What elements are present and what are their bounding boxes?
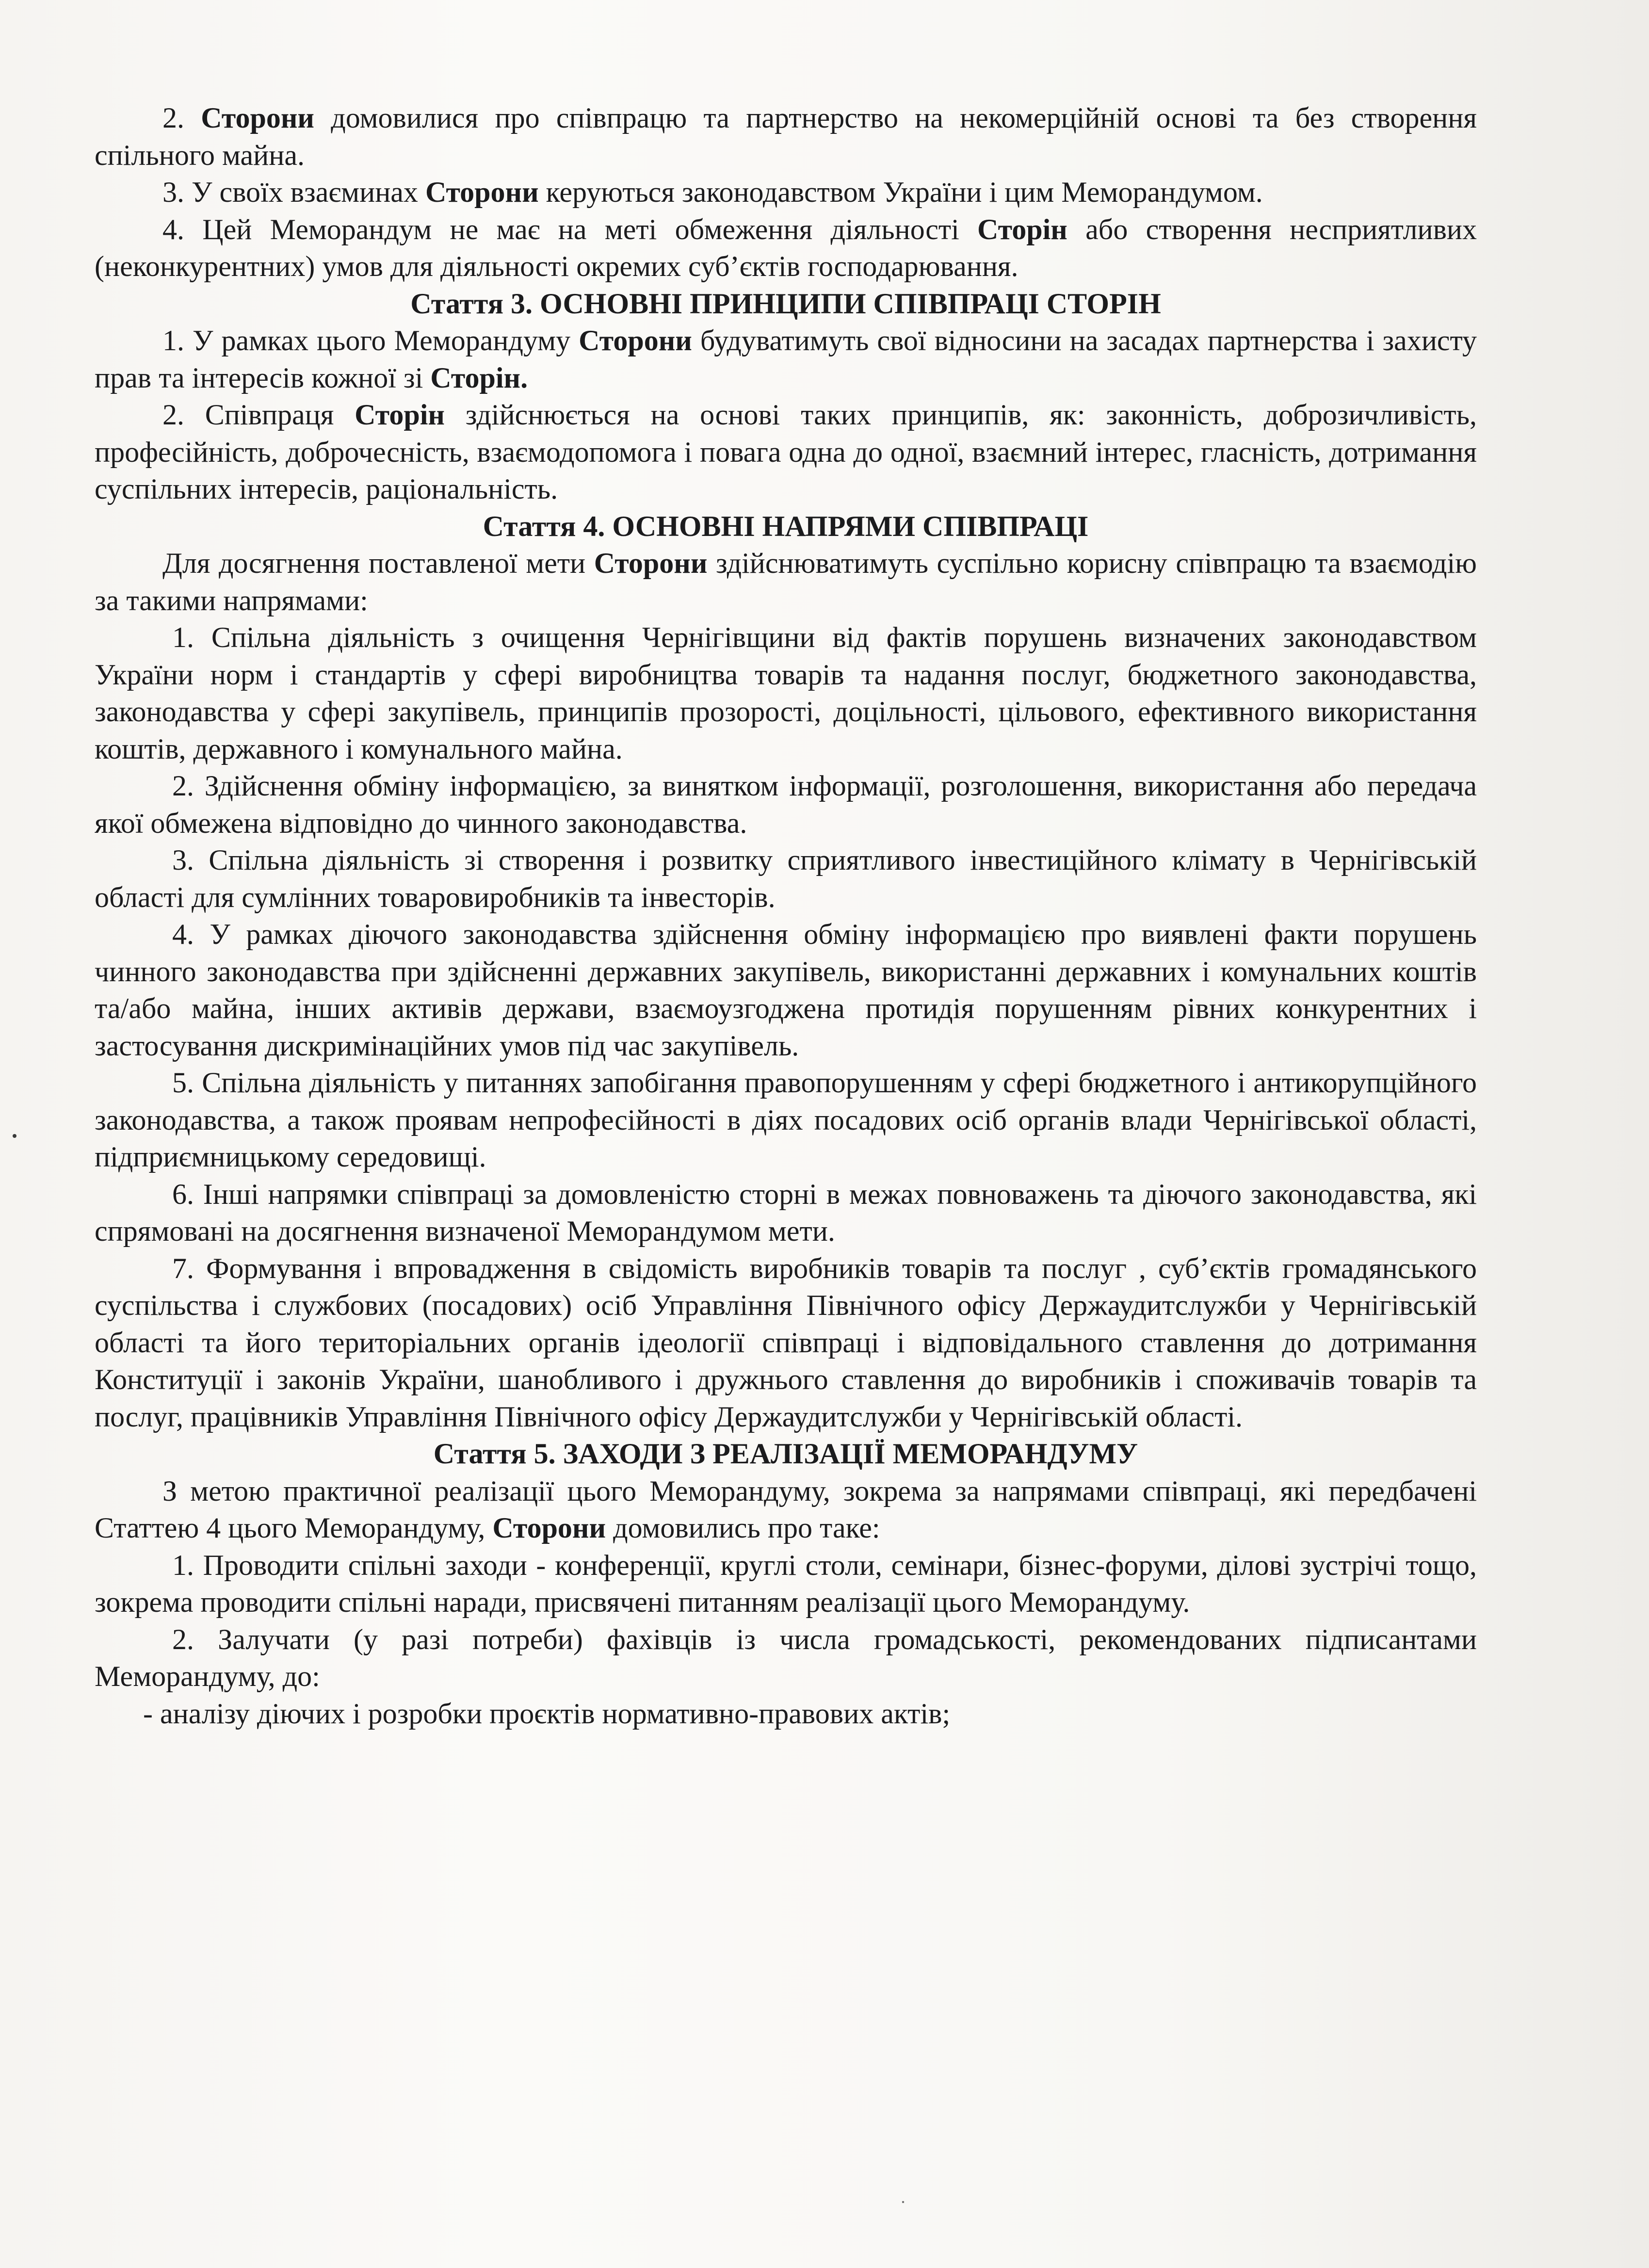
- article-3-heading: Стаття 3. ОСНОВНІ ПРИНЦИПИ СПІВПРАЦІ СТОРІН: [410, 287, 1161, 320]
- document-body: [95, 99, 1477, 1732]
- article-4-item-4: 4. У рамках діючого законодавства здійснення обміну інформацією про виявлені факти порушень чинного законодавства при здійсненні державних закупівель, використанні державних і комунальних коштів та/або майна, інших активів держави, взаємоузгоджена протидія порушенням рівних конкурентних і застосування дискримінаційних умов під час закупівель.: [95, 918, 1477, 1062]
- article-4-intro: Для досягнення поставленої мети Сторони здійснюватимуть суспільно корисну співпрацю та взаємодію за такими напрямами:: [95, 547, 1477, 616]
- article-5-item-2: 2. Залучати (у разі потреби) фахівців із числа громадськості, рекомендованих підписантами Меморандуму, до:: [95, 1623, 1477, 1692]
- paragraph-4: 4. Цей Меморандум не має на меті обмеження діяльності Сторін або створення несприятливих (неконкурентних) умов для діяльності окремих суб’єктів господарювання.: [95, 213, 1477, 282]
- article-5-heading: Стаття 5. ЗАХОДИ З РЕАЛІЗАЦІЇ МЕМОРАНДУМУ: [433, 1438, 1138, 1470]
- scan-speck: [902, 2201, 904, 2203]
- article-5-intro: З метою практичної реалізації цього Меморандуму, зокрема за напрямами співпраці, які передбачені Статтею 4 цього Меморандуму, Сторони домовились про таке:: [95, 1474, 1477, 1544]
- article-4-item-2: 2. Здійснення обміну інформацією, за винятком інформації, розголошення, використання або передача якої обмежена відповідно до чинного законодавства.: [95, 770, 1477, 839]
- article-3-paragraph-2: 2. Співпраця Сторін здійснюється на основі таких принципів, як: законність, доброзичливість, професійність, доброчесність, взаємодопомога і повага одна до одної, взаємний інтерес, гласність, дотримання суспільних інтересів, раціональність.: [95, 399, 1477, 505]
- article-4-item-3: 3. Спільна діяльність зі створення і розвитку сприятливого інвестиційного клімату в Чернігівській області для сумлінних товаровиробників та інвесторів.: [95, 844, 1477, 913]
- article-4-item-7: 7. Формування і впровадження в свідомість виробників товарів та послуг , суб’єктів громадянського суспільства і службових (посадових) осіб Управління Північного офісу Держаудитслужби у Чернігівській області та його територіальних органів ідеології співпраці і відповідального ставлення до дотримання Конституції і законів України, шанобливого і дружнього ставлення до виробників і споживачів товарів та послуг, працівників Управління Північного офісу Держаудитслужби у Чернігівській області.: [95, 1252, 1477, 1433]
- article-5-item-1: 1. Проводити спільні заходи - конференції, круглі столи, семінари, бізнес-форуми, ділові зустрічі тощо, зокрема проводити спільні наради, присвячені питанням реалізації цього Меморандуму.: [95, 1549, 1477, 1618]
- article-3-paragraph-1: 1. У рамках цього Меморандуму Сторони будуватимуть свої відносини на засадах партнерства і захисту прав та інтересів кожної зі Сторін.: [95, 324, 1477, 394]
- article-4-item-5: 5. Спільна діяльність у питаннях запобігання правопорушенням у сфері бюджетного і антикорупційного законодавства, а також проявам непрофесійності в діях посадових осіб органів влади Чернігівської області, підприємницькому середовищі.: [95, 1067, 1477, 1173]
- article-4-item-6: 6. Інші напрямки співпраці за домовленістю сторні в межах повноважень та діючого законодавства, які спрямовані на досягнення визначеної Меморандумом мети.: [95, 1178, 1477, 1247]
- article-4-heading: Стаття 4. ОСНОВНІ НАПРЯМИ СПІВПРАЦІ: [483, 510, 1089, 542]
- article-4-item-1: 1. Спільна діяльність з очищення Чернігівщини від фактів порушень визначених законодавством України норм і стандартів у сфері виробництва товарів та надання послуг, бюджетного законодавства, законодавства у сфері закупівель, принципів прозорості, доцільності, цільового, ефективного використання коштів, державного і комунального майна.: [95, 621, 1477, 765]
- article-5-dash-item: - аналізу діючих і розробки проєктів нормативно-правових актів;: [143, 1697, 951, 1730]
- paragraph-3: 3. У своїх взаєминах Сторони керуються законодавством України і цим Меморандумом.: [162, 176, 1263, 208]
- scan-speck: [13, 1134, 16, 1138]
- paragraph-2: 2. Сторони домовилися про співпрацю та партнерство на некомерційній основі та без створення спільного майна.: [95, 102, 1477, 171]
